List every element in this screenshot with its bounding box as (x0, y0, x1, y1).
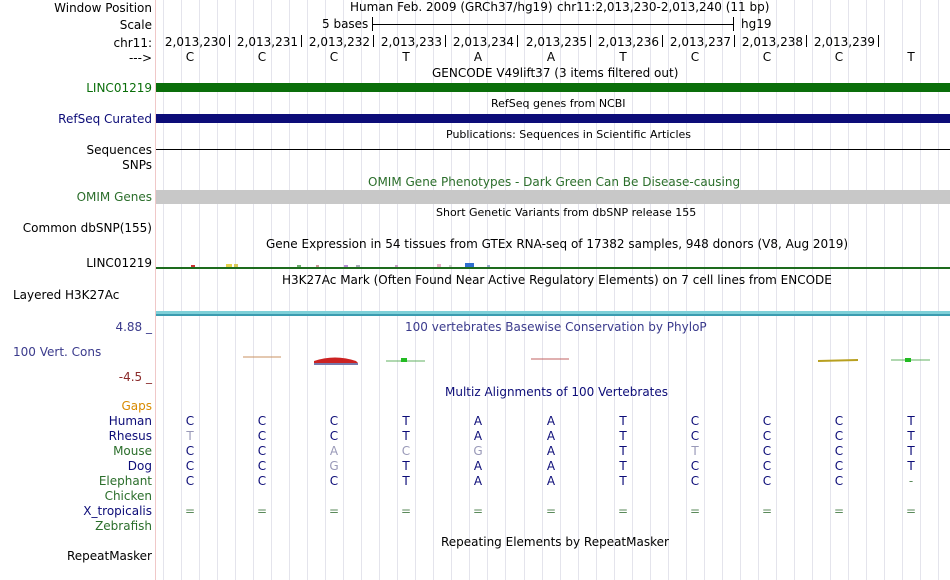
alignment-base: T (619, 414, 627, 428)
reference-base: C (329, 50, 339, 64)
alignment-base: C (834, 444, 844, 458)
gtex-tissue-bar (356, 265, 360, 267)
alignment-base: C (257, 414, 267, 428)
coordinate-tick (445, 35, 446, 47)
coordinate-label: 2,013,230 (164, 35, 226, 49)
phylop-signal (818, 359, 858, 362)
coordinate-label: 2,013,233 (380, 35, 442, 49)
alignment-base: A (546, 444, 556, 458)
omim-bar[interactable] (156, 190, 950, 204)
alignment-base: = (545, 504, 557, 518)
coordinate-tick (590, 35, 591, 47)
gencode-track-title[interactable]: GENCODE V49lift37 (3 items filtered out) (432, 66, 679, 80)
scale-text: 5 bases (322, 17, 369, 31)
alignment-base: = (689, 504, 701, 518)
repeatmasker-label[interactable]: RepeatMasker (66, 549, 152, 563)
gtex-tissue-bar (344, 265, 348, 267)
alignment-base: C (257, 474, 267, 488)
alignment-base: C (185, 459, 195, 473)
alignment-base: - (908, 474, 914, 488)
species-label[interactable]: Chicken (104, 489, 152, 503)
gencode-gene-label[interactable]: LINC01219 (86, 81, 152, 95)
sequences-label[interactable]: Sequences (86, 143, 152, 157)
gaps-label[interactable]: Gaps (121, 399, 152, 413)
window-position-label: Window Position (54, 1, 152, 15)
alignment-base: T (907, 414, 915, 428)
reference-base: A (546, 50, 556, 64)
alignment-base: T (619, 459, 627, 473)
scale-bar (372, 24, 734, 25)
phylop-max-label: 4.88 _ (115, 320, 152, 334)
coordinate-label: 2,013,237 (669, 35, 731, 49)
coordinate-tick (373, 35, 374, 47)
reference-base: T (907, 50, 915, 64)
alignment-base: C (329, 474, 339, 488)
gtex-tissue-bar (297, 265, 301, 267)
refseq-gene-bar[interactable] (156, 114, 950, 123)
gencode-gene-bar[interactable] (156, 83, 950, 92)
phylop-label[interactable]: 100 Vert. Cons (13, 345, 102, 359)
alignment-base: = (256, 504, 268, 518)
gtex-gene-label[interactable]: LINC01219 (86, 256, 152, 270)
reference-base: C (257, 50, 267, 64)
coordinate-tick (517, 35, 518, 47)
phylop-track-title[interactable]: 100 vertebrates Basewise Conservation by PhyloP (405, 320, 707, 334)
alignment-base: C (762, 444, 772, 458)
alignment-base: T (691, 444, 699, 458)
reference-base: C (762, 50, 772, 64)
alignment-base: A (546, 474, 556, 488)
species-label[interactable]: Dog (127, 459, 152, 473)
coordinate-label: 2,013,231 (236, 35, 298, 49)
publications-line (156, 149, 950, 150)
alignment-base: C (762, 414, 772, 428)
alignment-base: C (185, 414, 195, 428)
alignment-base: = (833, 504, 845, 518)
alignment-base: T (619, 444, 627, 458)
reference-base: C (834, 50, 844, 64)
gtex-tissue-bar (395, 265, 398, 267)
dbsnp-label[interactable]: Common dbSNP(155) (22, 221, 152, 235)
alignment-base: C (690, 459, 700, 473)
alignment-base: A (329, 444, 339, 458)
coordinate-label: 2,013,232 (308, 35, 370, 49)
gtex-tissue-bar (234, 264, 238, 267)
alignment-base: C (690, 414, 700, 428)
alignment-base: C (762, 429, 772, 443)
alignment-base: A (473, 429, 483, 443)
reference-base: T (619, 50, 627, 64)
gtex-tissue-bar (487, 265, 490, 267)
species-label[interactable]: Elephant (98, 474, 152, 488)
omim-label[interactable]: OMIM Genes (76, 190, 152, 204)
chr-label: chr11: (113, 36, 152, 50)
alignment-base: C (762, 474, 772, 488)
alignment-base: C (329, 414, 339, 428)
assembly-title: Human Feb. 2009 (GRCh37/hg19) (350, 0, 553, 14)
alignment-base: T (907, 429, 915, 443)
alignment-base: A (473, 474, 483, 488)
scale-bar-right-tick (733, 17, 734, 31)
position-text: chr11:2,013,230-2,013,240 (11 bp) (557, 0, 770, 14)
alignment-base: G (329, 459, 339, 473)
coordinate-tick (878, 35, 879, 47)
alignment-base: T (907, 459, 915, 473)
dbsnp-track-title[interactable]: Short Genetic Variants from dbSNP release 155 (436, 206, 697, 219)
coordinate-label: 2,013,239 (813, 35, 875, 49)
alignment-base: C (185, 444, 195, 458)
phylop-min-label: -4.5 _ (118, 370, 152, 384)
multiz-track-title[interactable]: Multiz Alignments of 100 Vertebrates (445, 385, 669, 399)
alignment-base: T (402, 459, 410, 473)
alignment-base: C (257, 429, 267, 443)
snps-label[interactable]: SNPs (122, 158, 152, 172)
alignment-base: T (402, 414, 410, 428)
alignment-base: = (761, 504, 773, 518)
alignment-base: C (257, 459, 267, 473)
repeatmasker-track-title[interactable]: Repeating Elements by RepeatMasker (441, 535, 669, 549)
phylop-signal (314, 358, 358, 364)
alignment-base: C (185, 474, 195, 488)
h3k27ac-label[interactable]: Layered H3K27Ac (13, 288, 120, 302)
alignment-base: T (186, 429, 194, 443)
alignment-base: T (907, 444, 915, 458)
scale-label: Scale (119, 18, 152, 32)
alignment-base: C (329, 429, 339, 443)
strand-arrow-label: ---> (128, 51, 152, 65)
alignment-base: C (257, 444, 267, 458)
coordinate-tick (662, 35, 663, 47)
alignment-base: C (834, 414, 844, 428)
h3k27ac-track-title[interactable]: H3K27Ac Mark (Often Found Near Active Regulatory Elements) on 7 cell lines from ENCODE (282, 273, 832, 287)
alignment-base: C (834, 474, 844, 488)
coordinate-tick (229, 35, 230, 47)
assembly-short: hg19 (741, 17, 772, 31)
alignment-base: = (400, 504, 412, 518)
reference-base: C (690, 50, 700, 64)
refseq-label[interactable]: RefSeq Curated (58, 112, 152, 126)
gtex-gene-line[interactable] (156, 267, 950, 269)
species-label[interactable]: X_tropicalis (83, 504, 152, 518)
alignment-base: A (546, 414, 556, 428)
alignment-base: G (473, 444, 483, 458)
coordinate-label: 2,013,235 (525, 35, 587, 49)
alignment-base: C (690, 474, 700, 488)
gtex-tissue-bar (226, 264, 232, 267)
alignment-base: T (402, 474, 410, 488)
alignment-base: T (619, 474, 627, 488)
alignment-base: A (473, 414, 483, 428)
h3k27ac-signal-base (156, 314, 950, 316)
gtex-tissue-bar (437, 264, 441, 267)
alignment-base: A (546, 429, 556, 443)
alignment-base: C (834, 429, 844, 443)
phylop-signal (401, 358, 407, 362)
species-label[interactable]: Mouse (113, 444, 152, 458)
publications-track-title[interactable]: Publications: Sequences in Scientific Articles (446, 128, 691, 141)
coordinate-tick (734, 35, 735, 47)
alignment-base: C (690, 429, 700, 443)
alignment-base: A (546, 459, 556, 473)
coordinate-label: 2,013,234 (452, 35, 514, 49)
reference-base: A (473, 50, 483, 64)
coordinate-tick (301, 35, 302, 47)
alignment-base: A (473, 459, 483, 473)
gtex-tissue-bar (449, 265, 452, 267)
alignment-base: = (328, 504, 340, 518)
alignment-base: C (401, 444, 411, 458)
refseq-track-title[interactable]: RefSeq genes from NCBI (491, 97, 626, 110)
species-label[interactable]: Human (108, 414, 152, 428)
gtex-tissue-bar (465, 263, 474, 267)
species-label[interactable]: Zebrafish (95, 519, 152, 533)
alignment-base: T (402, 429, 410, 443)
alignment-base: = (905, 504, 917, 518)
coordinate-label: 2,013,238 (741, 35, 803, 49)
alignment-base: = (472, 504, 484, 518)
reference-base: C (185, 50, 195, 64)
phylop-signal (905, 358, 911, 362)
omim-track-title[interactable]: OMIM Gene Phenotypes - Dark Green Can Be Disease-causing (368, 175, 741, 189)
alignment-base: = (617, 504, 629, 518)
alignment-base: = (184, 504, 196, 518)
alignment-base: C (834, 459, 844, 473)
phylop-graph (0, 340, 950, 380)
coordinate-label: 2,013,236 (597, 35, 659, 49)
reference-base: T (402, 50, 410, 64)
label-divider (155, 0, 156, 580)
gtex-track-title[interactable]: Gene Expression in 54 tissues from GTEx RNA-seq of 17382 samples, 948 donors (V8, Aug 2019) (266, 237, 849, 251)
alignment-base: C (762, 459, 772, 473)
species-label[interactable]: Rhesus (108, 429, 152, 443)
gtex-tissue-bar (316, 265, 319, 267)
alignment-base: T (619, 429, 627, 443)
gtex-tissue-bar (191, 265, 195, 267)
coordinate-tick (806, 35, 807, 47)
